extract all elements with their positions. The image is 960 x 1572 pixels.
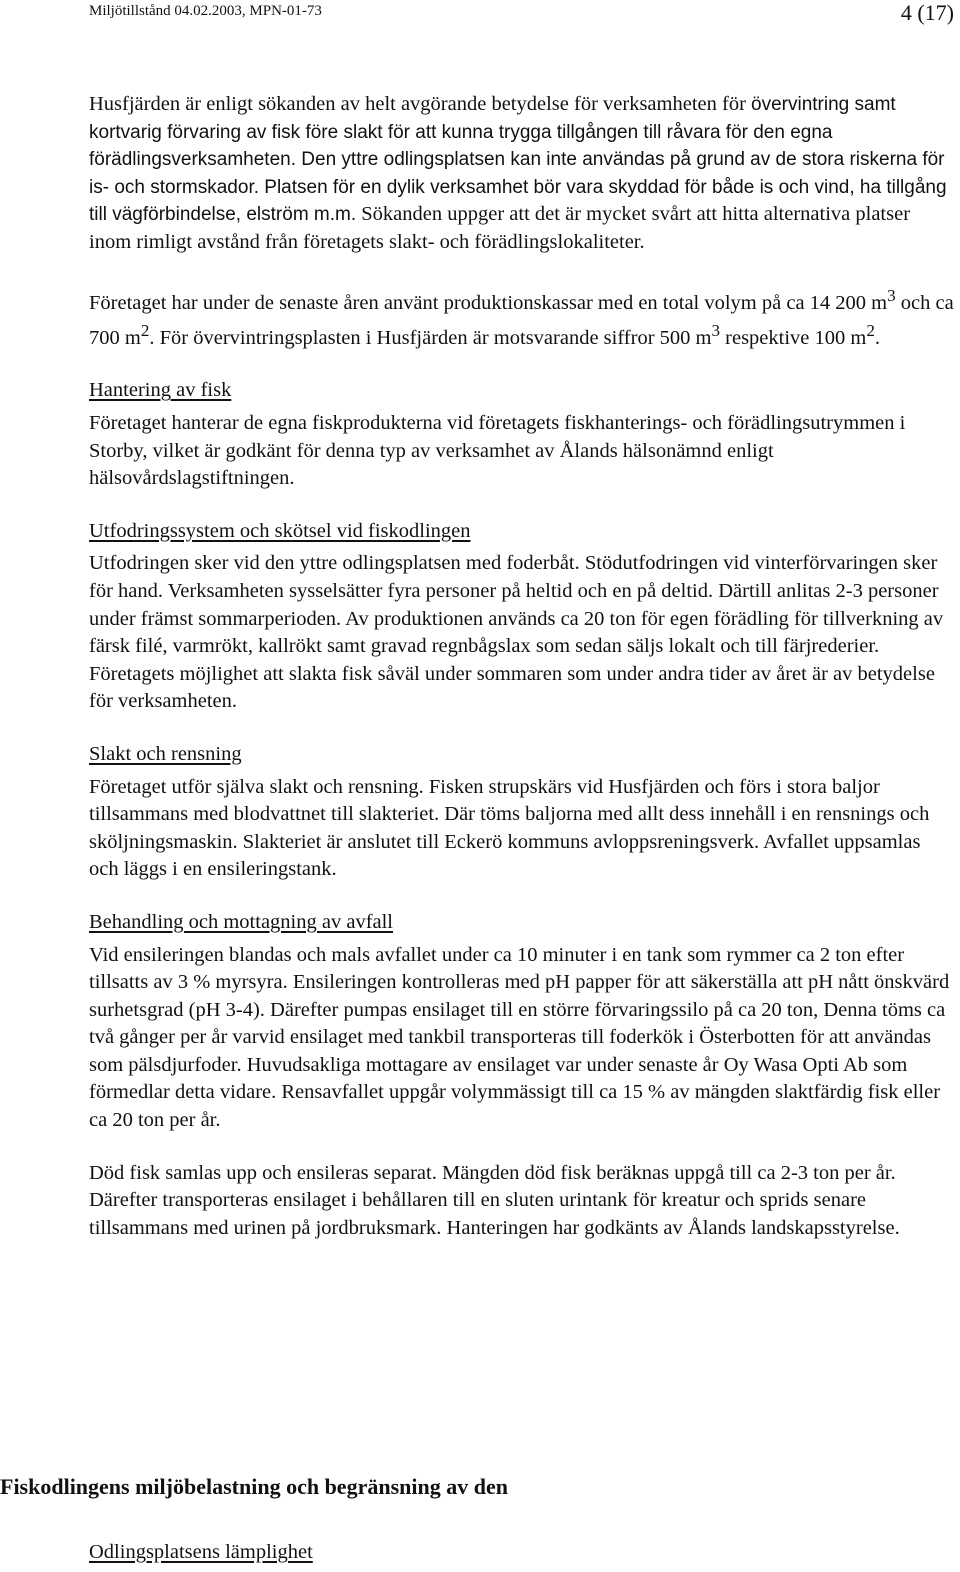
intro-tail-text: Sökanden uppger att det är mycket svårt att hitta alternativa platser inom rimligt avstånd från företagets slakt- och förädlingslokaliteter. <box>89 203 911 253</box>
section-heading: Behandling och mottagning av avfall <box>89 910 394 933</box>
section-heading: Hantering av fisk <box>89 379 232 402</box>
intro-serif-text: Husfjärden är enligt sökanden av helt avgörande betydelse för verksamheten för <box>89 93 746 115</box>
volumes-text-5: . <box>874 326 881 349</box>
section-heading: Slakt och rensning <box>89 742 242 765</box>
section-text: Företaget hanterar de egna fiskprodukterna vid företagets fiskhanterings- och förädlingsutrymmen i Storby, vilket är godkänt för denna typ av verksamhet av Ålands hälsonämnd enligt hälsovårdslagstiftningen. <box>89 412 906 490</box>
volumes-text-3: . För övervintringsplasten i Husfjärden är motsvarande siffror 500 m <box>149 326 712 349</box>
volumes-sup-1: 3 <box>887 285 896 305</box>
subheading: Odlingsplatsens lämplighet <box>89 1541 313 1563</box>
volumes-paragraph <box>89 282 955 353</box>
section-text: Företaget utför själva slakt och rensning. Fisken strupskärs vid Husfjärden och förs i stora baljor tillsammans med blodvattnet till slakteriet. Där töms baljorna med allt dess innehåll i en rensnings och sköljningsmaskin. Slakteriet är anslutet till Eckerö kommuns avloppsreningsverk. Avfallet uppsamlas och läggs i en ensileringstank. <box>89 775 930 881</box>
page-number: 4 (17) <box>900 0 954 25</box>
volumes-text-2: och ca 700 m <box>89 291 954 349</box>
intro-sans-text: övervintring samt kortvarig förvaring av fisk före slakt för att kunna trygga tillgången till råvara för den egna förädlingsverksamheten. Den yttre odlingsplatsen kan inte användas på grund av de stora riskerna för is- och stormskador. Platsen för en dylik verksamhet bör vara skyddad för både is och vind, ha tillgång till vägförbindelse, elström m.m. <box>89 94 947 226</box>
intro-paragraph <box>89 91 955 257</box>
dead-fish-paragraph: Död fisk samlas upp och ensileras separat. Mängden död fisk beräknas uppgå till ca 2-3 ton per år. Därefter transporteras ensilaget i behållaren till en sluten urintank för kreatur och sprids senare tillsammans med urinen på jordbruksmark. Hanteringen har godkänts av Ålands landskapsstyrelse. <box>89 1161 900 1239</box>
section-text: Utfodringen sker vid den yttre odlingsplatsen med foderbåt. Stödutfodringen vid vinterförvaringen sker för hand. Verksamheten sysselsätter fyra personer på heltid och en på deltid. Därtill anlitas 2-3 personer under främst sommarperioden. Av produktionen används ca 20 ton för egen förädling för tillverkning av färsk filé, varmrökt, kallrökt samt gravad regnbågslax som sedan säljs lokalt och till färjrederier. Företagets möjlighet att slakta fisk såväl under sommaren som under andra tider av året är av betydelse för verksamheten. <box>89 552 944 713</box>
volumes-sup-2: 2 <box>140 320 150 340</box>
section-heading: Utfodringssystem och skötsel vid fiskodlingen <box>89 519 471 542</box>
volumes-sup-3: 3 <box>711 320 721 340</box>
section-text: Vid ensileringen blandas och mals avfallet under ca 10 minuter i en tank som rymmer ca 2 ton efter tillsatts av 3 % myrsyra. Ensileringen kontrolleras med pH papper för att säkerställa att pH nått önskvärd surhetsgrad (pH 3-4). Därefter pumpas ensilaget till en större förvaringssilo på ca 20 ton, Denna töms ca två gånger per år varvid ensilaget med tankbil transporteras till foderkök i Österbotten för att användas som pälsdjurfoder. Huvudsakliga mottagare av ensilaget var under senaste år Oy Wasa Opti Ab som förmedlar detta vidare. Rensavfallet uppgår volymmässigt till ca 15 % av mängden slaktfärdig fisk eller ca 20 ton per år. <box>89 943 950 1132</box>
document-body <box>89 91 955 1242</box>
volumes-text-1: Företaget har under de senaste åren använt produktionskassar med en total volym på ca 14 200 m <box>89 291 888 314</box>
volumes-text-4: respektive 100 m <box>720 326 867 349</box>
section-title: Fiskodlingens miljöbelastning och begränsning av den <box>0 1474 508 1499</box>
document-reference: Miljötillstånd 04.02.2003, MPN-01-73 <box>89 3 322 19</box>
volumes-sup-4: 2 <box>866 320 875 340</box>
